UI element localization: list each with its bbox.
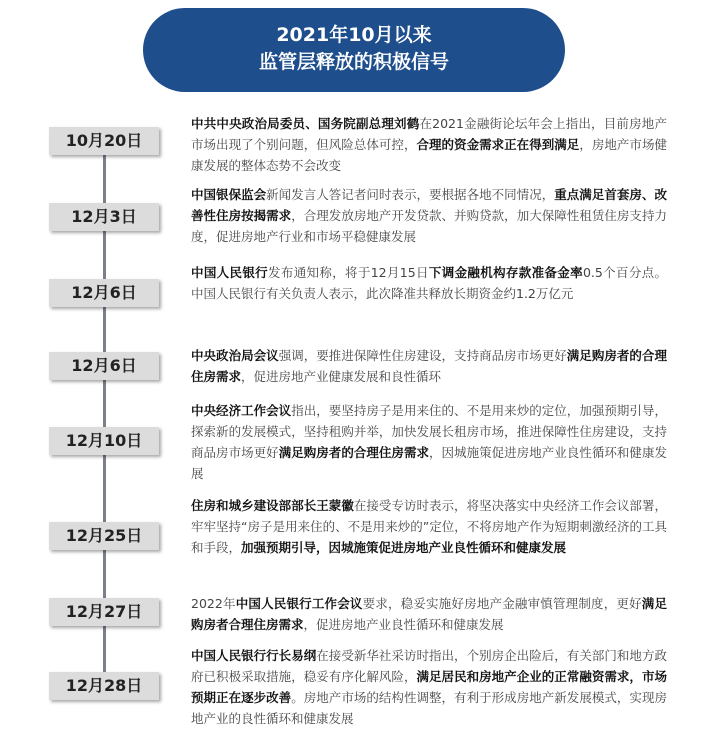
entry-segment: 指出，要坚持房子是用来住的、不是用来炒的定位，加强预期引导，探索新的发展模式，坚持租购并举，加快发展长租房市场，推进保障性住房建设，支持商品房市场更好 [191, 403, 667, 460]
entry-segment: 中国人民银行行长易纲 [191, 648, 317, 663]
entry-segment: 重点满足首套房、改善性住房按揭需求 [191, 187, 667, 223]
date-label: 12月25日 [49, 522, 159, 550]
title-banner [143, 8, 565, 92]
entry-segment: 中央经济工作会议 [191, 403, 292, 418]
entry-segment: 2022年 [191, 596, 236, 611]
entry-segment: 在接受新华社采访时指出，个别房企出险后，有关部门和地方政府已积极采取措施，稳妥有序化解风险， [191, 648, 667, 684]
entry-segment: 在接受专访时表示，将坚决落实中央经济工作会议部署，牢牢坚持“房子是用来住的、不是用来炒的”定位，不将房地产作为短期刺激经济的工具和手段， [191, 498, 667, 555]
entry-segment: 中央政治局会议 [191, 348, 279, 363]
date-label: 12月10日 [49, 427, 159, 455]
entry-segment: 加强预期引导，因城施策促进房地产业良性循环和健康发展 [241, 540, 567, 555]
entry-text [191, 345, 667, 387]
entry-segment: 中国人民银行 [191, 265, 269, 280]
entry-text [191, 495, 667, 558]
entry-segment: 新闻发言人答记者问时表示，要根据各地不同情况， [266, 187, 555, 202]
entry-segment: 发布通知称，将于12月15日 [268, 265, 429, 280]
entry-segment: 住房和城乡建设部部长王蒙徽 [191, 498, 354, 513]
entry-segment: ，促进房地产业良性循环和健康发展 [303, 617, 504, 632]
title-line-2: 监管层释放的积极信号 [258, 51, 449, 73]
entry-text [191, 593, 667, 635]
entry-segment: 满足居民和房地产企业的正常融资需求，市场预期正在逐步改善 [191, 669, 667, 705]
date-label: 12月3日 [49, 203, 159, 231]
entry-segment: 。房地产市场的结构性调整，有利于形成房地产新发展模式，实现房地产业的良性循环和健康发展 [191, 690, 667, 726]
entry-segment: 强调，要推进保障性住房建设，支持商品房市场更好 [278, 348, 567, 363]
entry-text [191, 184, 667, 247]
entry-text [191, 400, 667, 484]
date-label: 12月6日 [49, 352, 159, 380]
entry-segment: 满足购房者合理住房需求 [191, 596, 667, 632]
entry-segment: ，房地产市场健康发展的整体态势不会改变 [191, 137, 667, 173]
entry-segment: 合理的资金需求正在得到满足 [416, 137, 580, 152]
entry-segment: ，因城施策促进房地产业良性循环和健康发展 [191, 445, 667, 481]
date-label: 10月20日 [49, 127, 159, 155]
entry-segment: ，合理发放房地产开发贷款、并购贷款，加大保障性租赁住房支持力度，促进房地产行业和市场平稳健康发展 [191, 208, 667, 244]
entry-segment: 中共中央政治局委员、国务院副总理刘鹤 [191, 116, 420, 131]
entry-segment: 满足购房者的合理住房需求 [278, 445, 429, 460]
title-line-1: 2021年10月以来 [276, 24, 432, 46]
entry-segment: 要求，稳妥实施好房地产金融审慎管理制度，更好 [362, 596, 642, 611]
date-label: 12月27日 [49, 598, 159, 626]
entry-text [191, 113, 667, 176]
entry-text [191, 262, 667, 304]
entry-segment: 中国人民银行工作会议 [235, 596, 363, 611]
entry-segment: 满足购房者的合理住房需求 [191, 348, 667, 384]
entry-segment: 下调金融机构存款准备金率 [428, 265, 583, 280]
entry-segment: 中国银保监会 [191, 187, 267, 202]
entry-segment: ，促进房地产业健康发展和良性循环 [241, 369, 442, 384]
date-label: 12月6日 [49, 279, 159, 307]
entry-segment: 0.5个百分点。中国人民银行有关负责人表示，此次降准共释放长期资金约1.2万亿元 [191, 265, 667, 301]
entry-segment: 在2021金融街论坛年会上指出，目前房地产市场出现了个别问题，但风险总体可控， [191, 116, 667, 152]
date-label: 12月28日 [49, 672, 159, 700]
entry-text [191, 645, 667, 729]
